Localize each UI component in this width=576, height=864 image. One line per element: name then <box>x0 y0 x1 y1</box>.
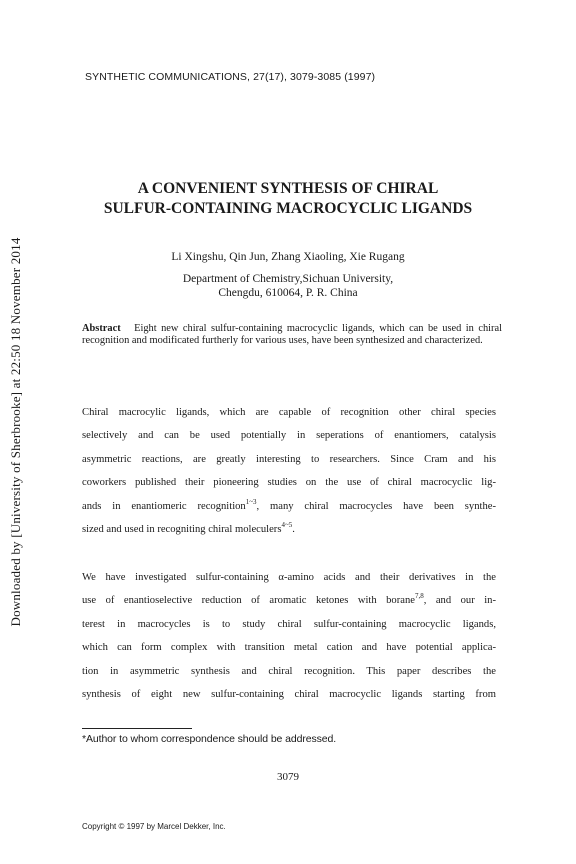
copyright-notice: Copyright © 1997 by Marcel Dekker, Inc. <box>82 822 226 831</box>
title-line-1: A CONVENIENT SYNTHESIS OF CHIRAL <box>137 180 439 197</box>
body-line: terest in macrocycles is to study chiral sulfur-containing macrocyclic ligands, <box>82 618 496 630</box>
body-line: coworkers published their pioneering studies on the use of chiral macrocyclic lig- <box>82 477 496 489</box>
title-line-2: SULFUR-CONTAINING MACROCYCLIC LIGANDS <box>103 200 473 217</box>
body-text: , and our in- <box>423 595 497 607</box>
citation: 4~5 <box>281 520 293 529</box>
page-number: 3079 <box>277 771 299 783</box>
body-text: sized and used in recogniting chiral moleculers <box>82 523 282 535</box>
body-line <box>82 518 496 541</box>
affiliation-line-1: Department of Chemistry,Sichuan University, <box>182 273 394 285</box>
body-line: Chiral macrocylic ligands, which are capable of recognition other chiral species <box>82 407 496 418</box>
body-line <box>82 495 496 518</box>
abstract-text: Eight new chiral sulfur-containing macrocyclic ligands, which can be used in chiral recognition and modificated furtherly for various uses, have been synthesized and characterized. <box>82 323 503 346</box>
affiliation <box>0 273 576 300</box>
body-text: , many chiral macrocycles have been synthe- <box>256 500 496 512</box>
footnote-divider <box>82 728 192 729</box>
body-line: synthesis of eight new sulfur-containing chiral macrocyclic ligands starting from <box>82 688 496 700</box>
body-text: use of enantioselective reduction of aromatic ketones with borane <box>82 595 415 607</box>
citation: 7,8 <box>414 592 424 601</box>
body-text: ands in enantiomeric recognition <box>82 500 246 512</box>
abstract-label: Abstract <box>82 323 121 334</box>
download-watermark: Downloaded by [University of Sherbrooke] at 22:50 18 November 2014 <box>8 237 23 627</box>
body-line: We have investigated sulfur-containing α-amino acids and their derivatives in the <box>82 572 496 583</box>
citation: 1~3 <box>245 497 257 506</box>
body-line: asymmetric reactions, are greatly interesting to researchers. Since Cram and his <box>82 453 496 465</box>
body-line: selectively and can be used potentially in seperations of enantiomers, catalysis <box>82 430 496 442</box>
body-text: . <box>292 523 295 535</box>
paper-title <box>0 179 576 219</box>
body-paragraph-2 <box>82 566 496 706</box>
footnote: *Author to whom correspondence should be addressed. <box>82 733 337 745</box>
affiliation-line-2: Chengdu, 610064, P. R. China <box>218 286 358 299</box>
body-line: which can form complex with transition metal cation and have potential applica- <box>82 642 496 654</box>
author-list: Li Xingshu, Qin Jun, Zhang Xiaoling, Xie Rugang <box>171 251 405 263</box>
journal-header: SYNTHETIC COMMUNICATIONS, 27(17), 3079-3085 (1997) <box>85 71 376 83</box>
body-paragraph-1 <box>82 401 496 541</box>
body-line: tion in asymmetric synthesis and chiral recognition. This paper describes the <box>82 665 496 677</box>
body-line <box>82 589 496 612</box>
abstract <box>82 323 502 347</box>
